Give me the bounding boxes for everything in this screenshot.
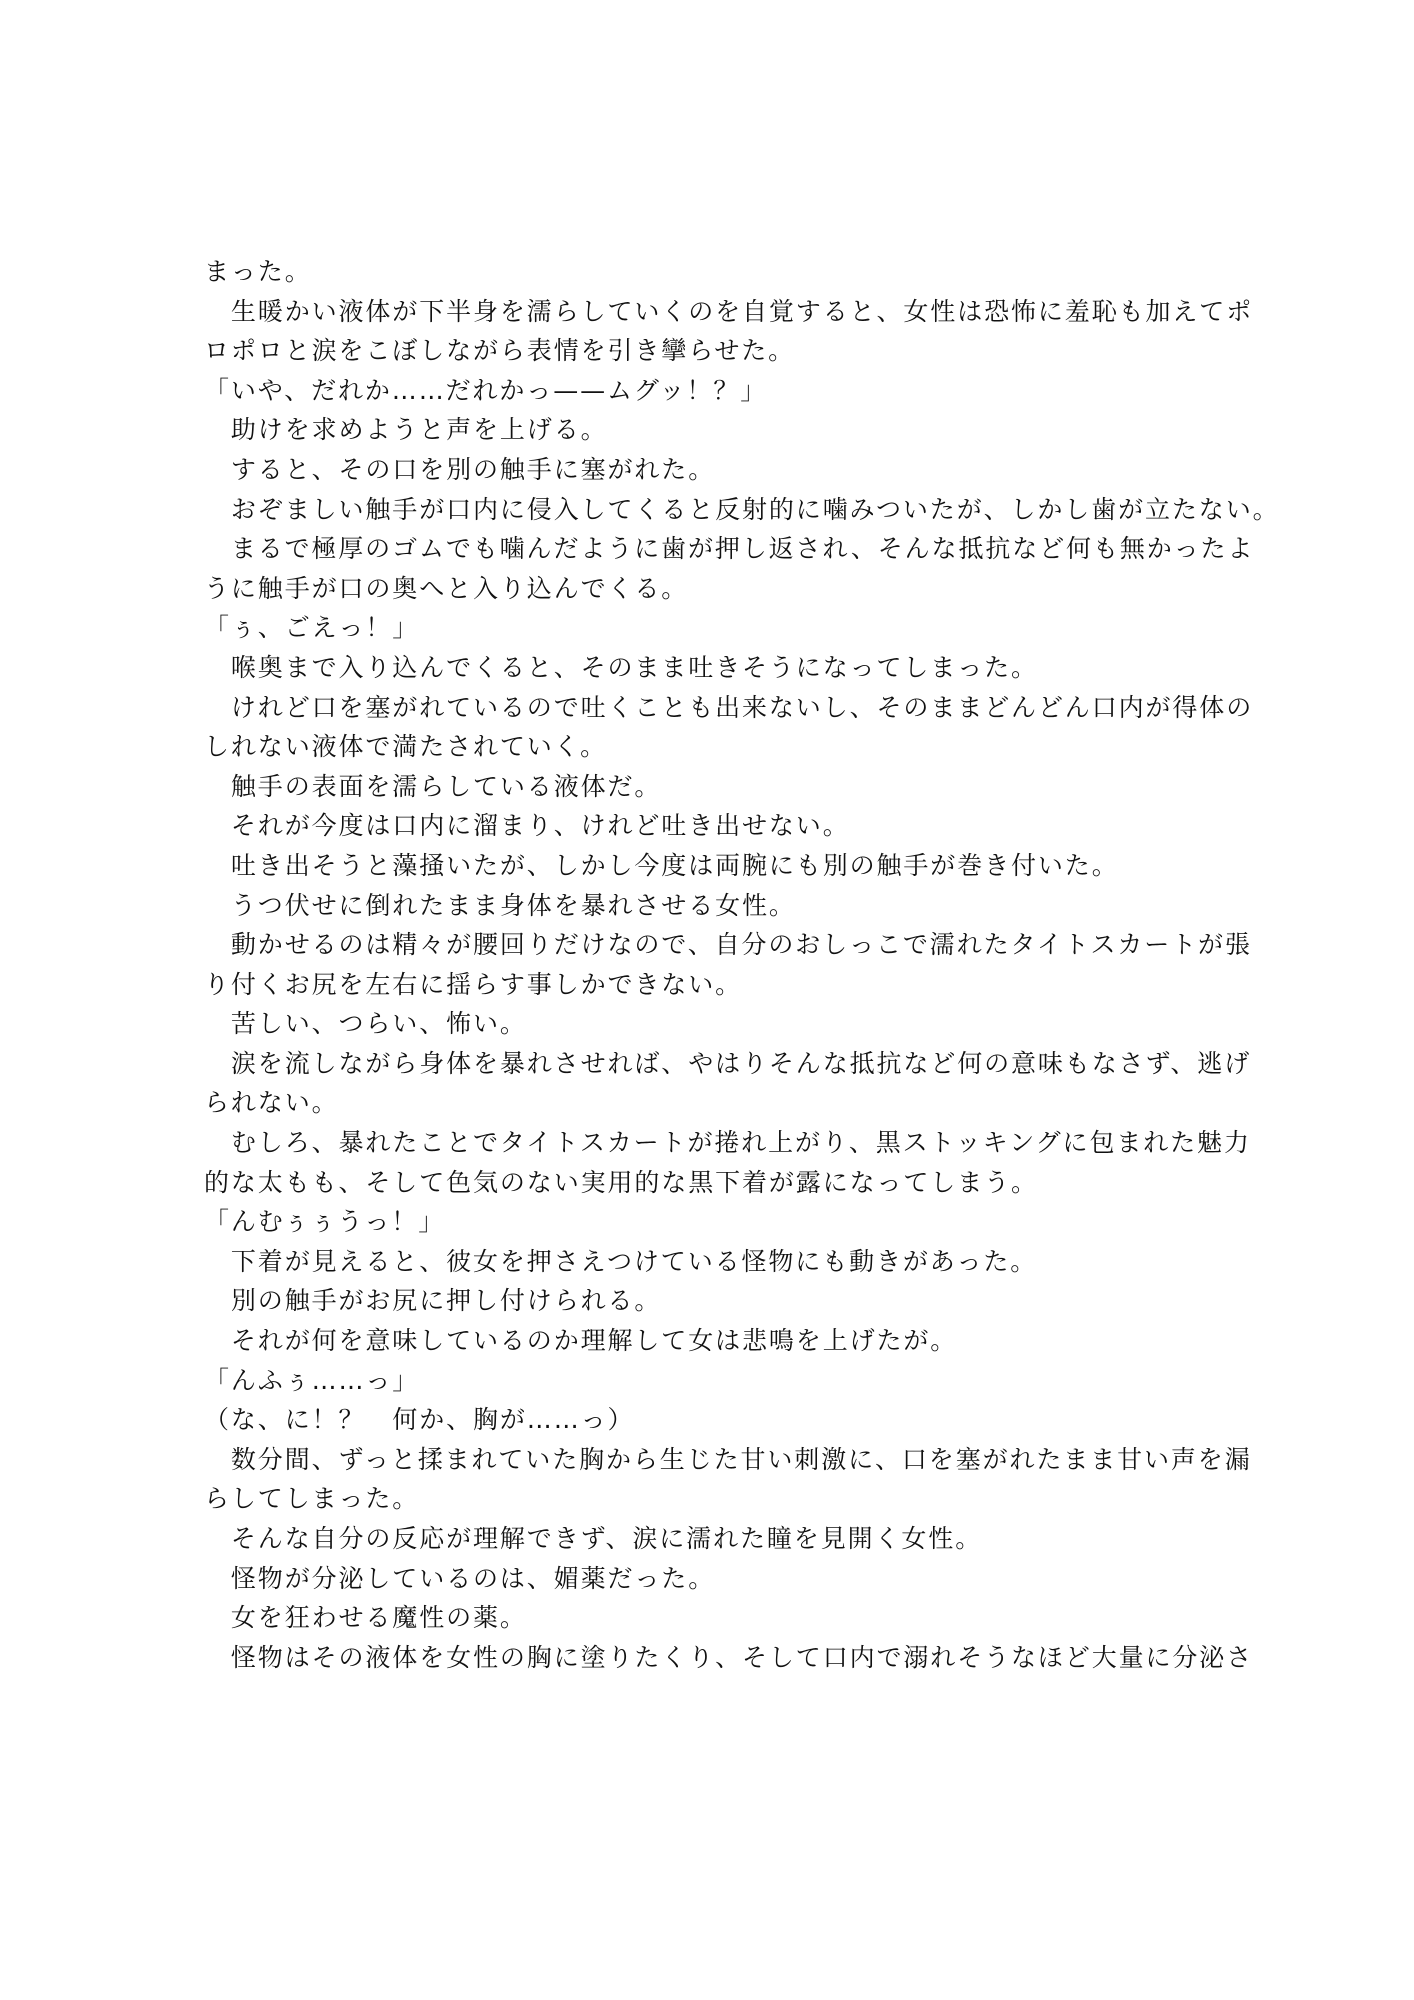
text-line: むしろ、暴れたことでタイトスカートが捲れ上がり、黒ストッキングに包まれた魅力 [204, 1128, 1251, 1158]
text-line: り付くお尻を左右に揺らす事しかできない。 [204, 969, 743, 999]
text-line: 喉奥まで入り込んでくると、そのまま吐きそうになってしまった。 [204, 652, 1038, 682]
text-line: 下着が見えると、彼女を押さえつけている怪物にも動きがあった。 [204, 1246, 1038, 1276]
thought-line: （な、に！？ 何か、胸が……っ） [204, 1405, 635, 1435]
text-line: 吐き出そうと藻掻いたが、しかし今度は両腕にも別の触手が巻き付いた。 [204, 850, 1119, 880]
dialogue-line: 「いや、だれか……だれかっ——ムグッ！？」 [204, 375, 768, 405]
text-line: 苦しい、つらい、怖い。 [204, 1009, 527, 1039]
text-line: られない。 [204, 1088, 339, 1118]
text-line: おぞましい触手が口内に侵入してくると反射的に噛みついたが、しかし歯が立たない。 [204, 494, 1280, 524]
text-line: 数分間、ずっと揉まれていた胸から生じた甘い刺激に、口を塞がれたまま甘い声を漏 [204, 1444, 1252, 1474]
text-line: うに触手が口の奥へと入り込んでくる。 [204, 573, 689, 603]
text-line: すると、その口を別の触手に塞がれた。 [204, 454, 716, 484]
text-line: らしてしまった。 [204, 1484, 420, 1514]
text-line: 怪物はその液体を女性の胸に塗りたくり、そして口内で溺れそうなほど大量に分泌さ [204, 1642, 1254, 1672]
text-line: ロポロと涙をこぼしながら表情を引き攣らせた。 [204, 336, 796, 366]
text-line: 怪物が分泌しているのは、媚薬だった。 [204, 1563, 716, 1593]
text-line: まった。 [204, 257, 312, 286]
text-line: 女を狂わせる魔性の薬。 [204, 1603, 527, 1633]
text-line: 別の触手がお尻に押し付けられる。 [204, 1286, 662, 1316]
text-line: 生暖かい液体が下半身を濡らしていくのを自覚すると、女性は恐怖に羞恥も加えてポ [204, 296, 1254, 326]
text-line: 助けを求めようと声を上げる。 [204, 415, 608, 445]
text-line: それが何を意味しているのか理解して女は悲鳴を上げたが。 [204, 1326, 958, 1356]
text-line: それが今度は口内に溜まり、けれど吐き出せない。 [204, 811, 850, 841]
dialogue-line: 「んふぅ……っ」 [204, 1365, 420, 1395]
text-line: 触手の表面を濡らしている液体だ。 [204, 771, 662, 801]
text-line: しれない液体で満たされていく。 [204, 732, 608, 762]
text-line: そんな自分の反応が理解できず、涙に濡れた瞳を見開く女性。 [204, 1524, 983, 1553]
text-line: けれど口を塞がれているので吐くことも出来ないし、そのままどんどん口内が得体の [204, 692, 1254, 722]
text-line: うつ伏せに倒れたまま身体を暴れさせる女性。 [204, 890, 796, 920]
body-text [204, 252, 1280, 1677]
dialogue-line: 「んむぅぅうっ！」 [204, 1207, 446, 1237]
text-line: 涙を流しながら身体を暴れさせれば、やはりそんな抵抗など何の意味もなさず、逃げ [204, 1048, 1252, 1078]
dialogue-line: 「ぅ、ごえっ！」 [204, 613, 420, 643]
text-line: 的な太もも、そして色気のない実用的な黒下着が露になってしまう。 [204, 1167, 1038, 1197]
text-line: まるで極厚のゴムでも噛んだように歯が押し返され、そんな抵抗など何も無かったよ [204, 534, 1255, 564]
text-line: 動かせるのは精々が腰回りだけなので、自分のおしっこで濡れたタイトスカートが張 [204, 930, 1252, 960]
